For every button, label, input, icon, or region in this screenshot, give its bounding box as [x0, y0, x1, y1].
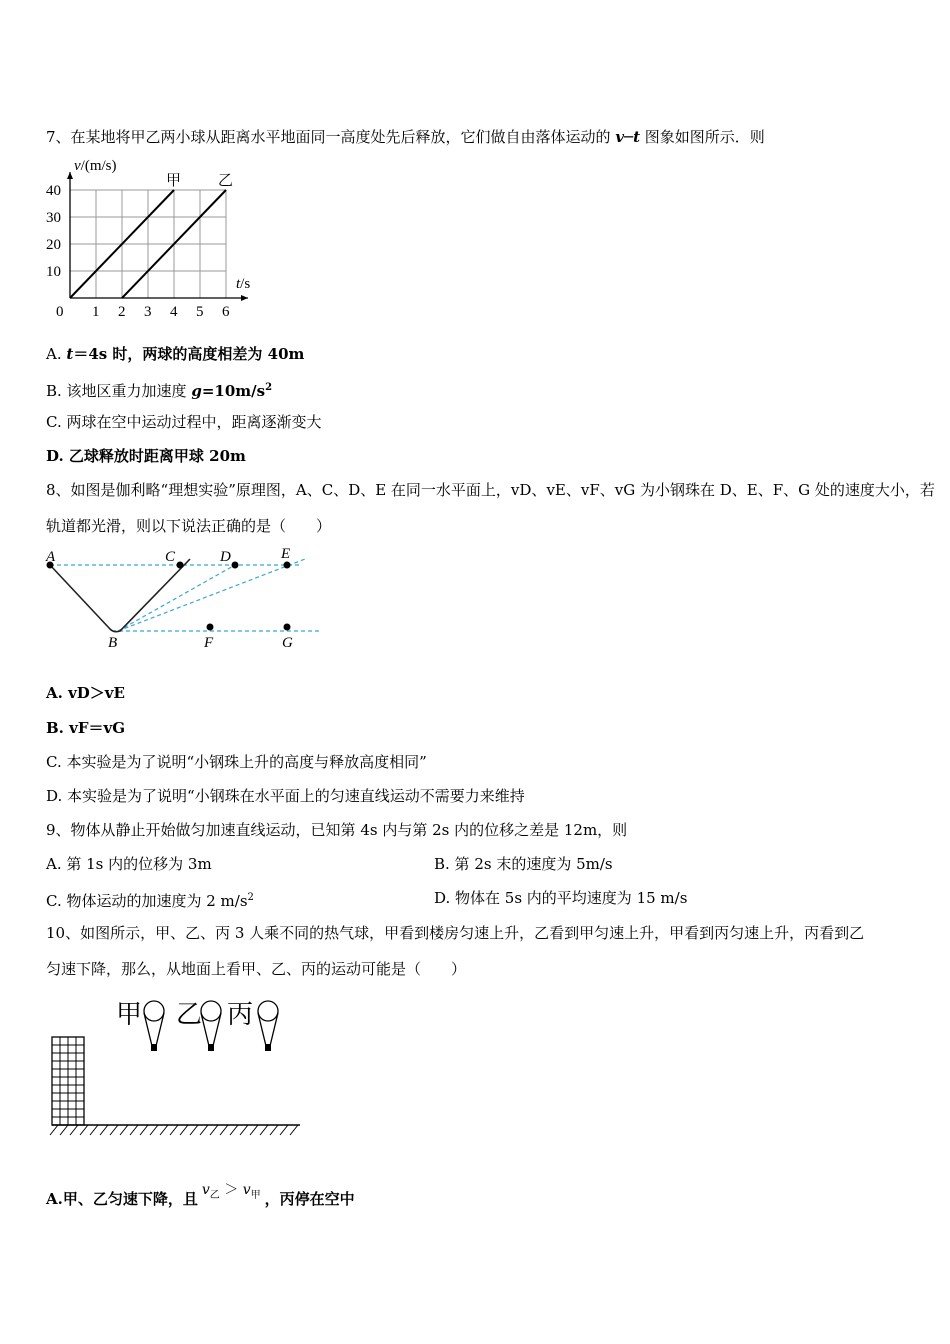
q10-option-a: A.甲、乙匀速下降，且 $v_乙 > v_甲$ ，丙停在空中	[46, 1182, 355, 1208]
balloon-label-yi: 乙	[176, 1000, 203, 1029]
q9-option-c: C. 物体运动的加速度为 2 $m/s^2$	[46, 892, 254, 910]
q8-stem-line2: 轨道都光滑，则以下说法正确的是（ ）	[46, 517, 332, 535]
point-c-label: C	[165, 549, 176, 565]
x-tick-label: 1	[92, 304, 100, 320]
y-tick-label: 30	[46, 210, 61, 226]
q7-option-a: A. t＝4s 时，两球的高度相差为 40m	[46, 345, 305, 363]
building	[52, 1037, 84, 1125]
balloon-bing	[258, 1001, 278, 1051]
point-b-label: B	[108, 635, 118, 651]
balloon-jia	[144, 1001, 164, 1051]
x-axis-arrow	[241, 295, 248, 301]
point-g-label: G	[282, 635, 293, 651]
q9-option-b: B. 第 2s 末的速度为 5m/s	[434, 855, 613, 873]
q8-option-d: D. 本实验是为了说明“小钢珠在水平面上的匀速直线运动不需要力来维持	[46, 787, 525, 805]
hot-air-balloon-figure	[46, 993, 316, 1138]
x-tick-label: 6	[222, 304, 230, 320]
x-tick-label: 3	[144, 304, 152, 320]
q7-option-d: D. 乙球释放时距离甲球 20m	[46, 447, 246, 465]
q8-option-c: C. 本实验是为了说明“小钢珠上升的高度与释放高度相同”	[46, 753, 427, 771]
y-tick-label: 10	[46, 264, 61, 280]
galileo-diagram	[40, 545, 340, 655]
q7-stem: 7、在某地将甲乙两小球从距离水平地面同一高度处先后释放，它们做自由落体运动的 v─t 图象如图所示．则	[46, 128, 765, 146]
x-tick-label: 0	[56, 304, 64, 320]
q10-stem-line1: 10、如图所示，甲、乙、丙 3 人乘不同的热气球，甲看到楼房匀速上升，乙看到甲匀速上升，甲看到丙匀速上升，丙看到乙	[46, 924, 865, 942]
x-tick-label: 2	[118, 304, 126, 320]
y-axis-arrow	[67, 172, 73, 179]
y-tick-label: 20	[46, 237, 61, 253]
q8-option-b: B. vF＝vG	[46, 719, 126, 737]
q10-stem-line2: 匀速下降，那么，从地面上看甲、乙、丙的运动可能是（ ）	[46, 960, 467, 978]
point-f-label: F	[204, 635, 214, 651]
series-label-jia: 甲	[166, 173, 182, 189]
y-axis-label: v/(m/s)	[74, 158, 117, 174]
q9-stem: 9、物体从静止开始做匀加速直线运动，已知第 4s 内与第 2s 内的位移之差是 12m，则	[46, 821, 628, 839]
vt-chart	[40, 155, 280, 325]
point-e-label: E	[281, 546, 291, 562]
q9-option-a: A. 第 1s 内的位移为 3m	[46, 855, 212, 873]
point-d-label: D	[220, 549, 231, 565]
point-a-label: A	[46, 549, 56, 565]
x-tick-label: 5	[196, 304, 204, 320]
q9-option-d: D. 物体在 5s 内的平均速度为 15 m/s	[434, 889, 688, 907]
balloon-label-jia: 甲	[116, 1000, 143, 1029]
q8-option-a: A. vD＞vE	[46, 684, 125, 702]
x-axis-label: t/s	[236, 276, 251, 292]
q7-option-b: B. 该地区重力加速度 $g=10m/s^2$	[46, 382, 273, 400]
balloon-label-bing: 丙	[227, 1000, 254, 1029]
q8-stem-line1: 8、如图是伽利略“理想实验”原理图，A、C、D、E 在同一水平面上，vD、vE、vF、vG 为小钢珠在 D、E、F、G 处的速度大小，若	[46, 481, 935, 499]
ground	[50, 1125, 300, 1135]
balloon-yi	[201, 1001, 221, 1051]
series-label-yi: 乙	[218, 173, 234, 189]
x-tick-label: 4	[170, 304, 178, 320]
q7-option-c: C. 两球在空中运动过程中，距离逐渐变大	[46, 413, 322, 431]
y-tick-label: 40	[46, 183, 61, 199]
